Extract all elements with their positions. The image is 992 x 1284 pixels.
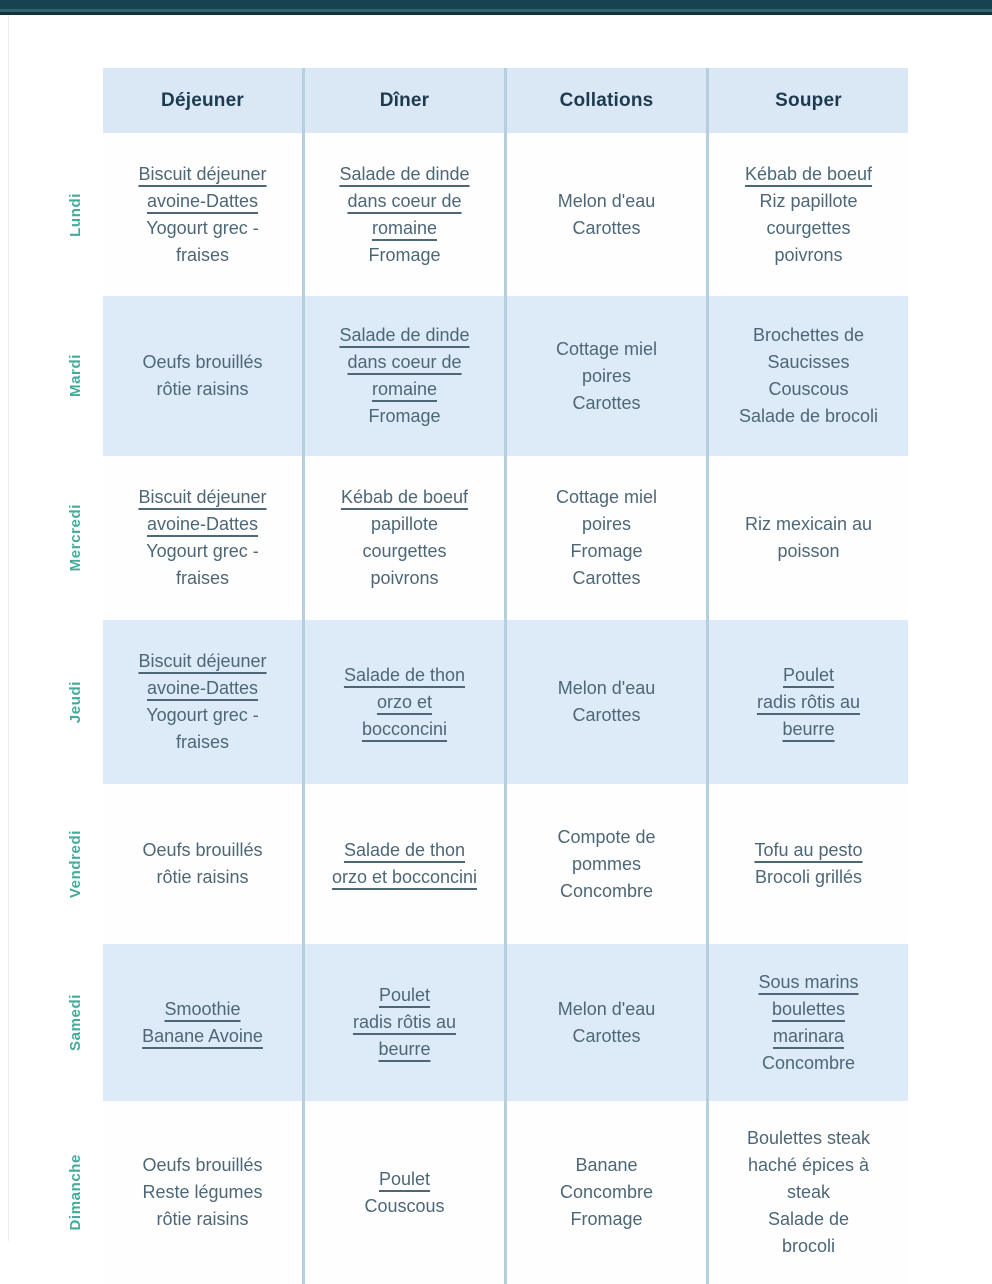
recipe-link[interactable]: Kébab de boeuf xyxy=(744,163,873,184)
table-row-dimanche xyxy=(66,1101,908,1284)
meal-text: rôtie raisins xyxy=(156,1209,249,1229)
column-header-collations xyxy=(504,68,706,133)
meal-text: Carottes xyxy=(572,392,641,413)
meal-text: fraises xyxy=(175,244,229,265)
column-header-label: Déjeuner xyxy=(161,89,244,111)
meal-text: Melon d'eau xyxy=(557,998,656,1019)
day-label-vendredi: Vendredi xyxy=(66,829,84,899)
recipe-link[interactable]: Biscuit déjeuner xyxy=(138,163,267,184)
meal-text: Salade de brocoli xyxy=(738,406,879,426)
meal-text: fraises xyxy=(175,568,229,588)
meal-text: Cottage miel xyxy=(555,338,658,359)
meal-cell xyxy=(302,133,504,296)
day-label-cell xyxy=(0,296,103,456)
meal-cell xyxy=(103,620,302,784)
meal-cell xyxy=(103,1101,302,1284)
meal-text: Brocoli grillés xyxy=(754,867,863,887)
meal-cell xyxy=(504,133,706,296)
meal-text: Carottes xyxy=(572,705,641,725)
meal-text: Melon d'eau xyxy=(557,190,656,211)
meal-text: poires xyxy=(581,365,632,386)
recipe-link[interactable]: Smoothie xyxy=(164,998,241,1019)
column-header-souper xyxy=(706,68,908,133)
column-header-label: Collations xyxy=(559,89,654,111)
day-label-cell xyxy=(0,620,103,784)
day-label-mercredi: Mercredi xyxy=(66,504,84,572)
meal-cell xyxy=(302,620,504,784)
recipe-link[interactable]: radis rôtis au xyxy=(756,691,861,712)
meal-text: Reste légumes xyxy=(142,1182,263,1202)
meal-cell xyxy=(302,784,504,944)
recipe-link[interactable]: beurre xyxy=(782,718,835,739)
meal-cell xyxy=(706,133,908,296)
recipe-link[interactable]: Biscuit déjeuner xyxy=(138,487,267,507)
meal-text: Brochettes de xyxy=(752,325,865,345)
meal-text: Oeufs brouillés xyxy=(142,1155,263,1175)
meal-cell xyxy=(302,296,504,456)
meal-cell xyxy=(504,456,706,620)
recipe-link[interactable]: Kébab de boeuf xyxy=(340,487,469,507)
meal-text: courgettes xyxy=(766,217,851,238)
meal-text: Compote de xyxy=(557,826,656,847)
meal-text: Banane xyxy=(575,1155,638,1175)
recipe-link[interactable]: Salade de thon xyxy=(343,664,466,685)
meal-text: poivrons xyxy=(774,244,843,265)
meal-text: Riz mexicain au xyxy=(744,514,873,534)
meal-text: Couscous xyxy=(768,379,849,399)
column-header-label: Souper xyxy=(775,89,842,111)
meal-text: Riz papillote xyxy=(759,190,858,211)
meal-cell xyxy=(103,784,302,944)
meal-text: Concombre xyxy=(761,1052,856,1073)
meal-text: Carottes xyxy=(572,568,641,588)
meal-cell xyxy=(302,456,504,620)
meal-cell xyxy=(504,784,706,944)
meal-cell xyxy=(504,944,706,1101)
recipe-link[interactable]: Banane Avoine xyxy=(142,1025,263,1046)
meal-cell xyxy=(103,944,302,1101)
meal-cell xyxy=(706,944,908,1101)
meal-text: pommes xyxy=(571,853,642,874)
table-row-lundi xyxy=(66,133,908,296)
day-label-samedi: Samedi xyxy=(66,994,84,1051)
day-label-mardi: Mardi xyxy=(66,354,84,398)
meal-text: Melon d'eau xyxy=(557,678,656,698)
meal-text: steak xyxy=(786,1182,831,1202)
meal-text: Yogourt grec - xyxy=(146,705,259,725)
meal-text: Oeufs brouillés xyxy=(142,840,263,860)
top-bar xyxy=(0,0,992,15)
meal-cell xyxy=(706,784,908,944)
meal-text: poivrons xyxy=(370,568,439,588)
meal-text: Carottes xyxy=(572,1025,641,1046)
table-row-vendredi xyxy=(66,784,908,944)
meal-text: Fromage xyxy=(368,406,441,426)
recipe-link[interactable]: orzo et xyxy=(376,691,433,712)
recipe-link[interactable]: avoine-Dattes xyxy=(146,190,259,211)
day-label-dimanche: Dimanche xyxy=(66,1154,84,1231)
recipe-link[interactable]: Poulet xyxy=(782,664,835,685)
meal-plan-table xyxy=(66,68,908,1284)
recipe-link[interactable]: boulettes xyxy=(771,998,846,1019)
recipe-link[interactable]: marinara xyxy=(772,1025,845,1046)
meal-text: Concombre xyxy=(559,880,654,901)
meal-text: Carottes xyxy=(572,217,641,238)
meal-cell xyxy=(504,1101,706,1284)
meal-text: Yogourt grec - xyxy=(146,217,259,238)
recipe-link[interactable]: Poulet xyxy=(378,985,431,1005)
meal-text: courgettes xyxy=(362,541,447,561)
recipe-link[interactable]: orzo et bocconcini xyxy=(331,867,478,887)
meal-text: Fromage xyxy=(570,1209,643,1229)
meal-text: rôtie raisins xyxy=(156,867,249,887)
column-header-label: Dîner xyxy=(379,89,430,111)
meal-cell xyxy=(706,456,908,620)
day-label-cell xyxy=(0,944,103,1101)
meal-text: brocoli xyxy=(781,1236,836,1256)
meal-cell xyxy=(504,296,706,456)
meal-text: papillote xyxy=(370,514,439,534)
recipe-link[interactable]: avoine-Dattes xyxy=(146,514,259,534)
table-header-row xyxy=(103,68,908,133)
page-edge-line xyxy=(8,15,9,1241)
recipe-link[interactable]: romaine xyxy=(371,217,438,238)
recipe-link[interactable]: beurre xyxy=(378,1039,431,1059)
day-label-jeudi: Jeudi xyxy=(66,680,84,724)
recipe-link[interactable]: radis rôtis au xyxy=(352,1012,457,1032)
meal-text: haché épices à xyxy=(747,1155,870,1175)
meal-text: Boulettes steak xyxy=(746,1128,871,1148)
day-label-cell xyxy=(0,133,103,296)
meal-text: Saucisses xyxy=(767,352,850,372)
meal-text: Couscous xyxy=(364,1195,445,1216)
meal-text: Salade de xyxy=(767,1209,850,1229)
recipe-link[interactable]: romaine xyxy=(371,379,438,399)
day-label-lundi: Lundi xyxy=(66,192,84,237)
recipe-link[interactable]: avoine-Dattes xyxy=(146,678,259,698)
recipe-link[interactable]: Sous marins xyxy=(758,971,859,992)
meal-text: poisson xyxy=(777,541,840,561)
table-row-samedi xyxy=(66,944,908,1101)
table-row-mercredi xyxy=(66,456,908,620)
day-label-cell xyxy=(0,456,103,620)
header-label-spacer xyxy=(0,68,103,133)
meal-text: Fromage xyxy=(368,244,441,265)
meal-text: fraises xyxy=(175,732,229,752)
recipe-link[interactable]: Biscuit déjeuner xyxy=(138,651,267,671)
recipe-link[interactable]: Salade de dinde xyxy=(339,163,470,184)
meal-cell xyxy=(103,296,302,456)
table-row-jeudi xyxy=(66,620,908,784)
meal-cell xyxy=(706,620,908,784)
meal-text: Cottage miel xyxy=(555,487,658,507)
column-header-diner xyxy=(302,68,504,133)
meal-cell xyxy=(302,1101,504,1284)
meal-cell xyxy=(706,1101,908,1284)
meal-text: Oeufs brouillés xyxy=(142,352,263,372)
meal-text: rôtie raisins xyxy=(156,379,249,399)
meal-text: Concombre xyxy=(559,1182,654,1202)
meal-text: Fromage xyxy=(570,541,643,561)
recipe-link[interactable]: Tofu au pesto xyxy=(754,840,863,860)
meal-cell xyxy=(103,456,302,620)
day-label-cell xyxy=(0,784,103,944)
column-header-dejeuner xyxy=(103,68,302,133)
day-label-cell xyxy=(0,1101,103,1284)
recipe-link[interactable]: dans coeur de xyxy=(347,190,462,211)
table-row-mardi xyxy=(66,296,908,456)
meal-text: poires xyxy=(581,514,632,534)
recipe-link[interactable]: Salade de thon xyxy=(343,840,466,860)
meal-cell xyxy=(103,133,302,296)
recipe-link[interactable]: bocconcini xyxy=(361,718,448,739)
recipe-link[interactable]: Salade de dinde xyxy=(339,325,470,345)
meal-cell xyxy=(706,296,908,456)
recipe-link[interactable]: dans coeur de xyxy=(347,352,462,372)
meal-text: Yogourt grec - xyxy=(146,541,259,561)
meal-cell xyxy=(504,620,706,784)
recipe-link[interactable]: Poulet xyxy=(378,1168,431,1189)
meal-cell xyxy=(302,944,504,1101)
